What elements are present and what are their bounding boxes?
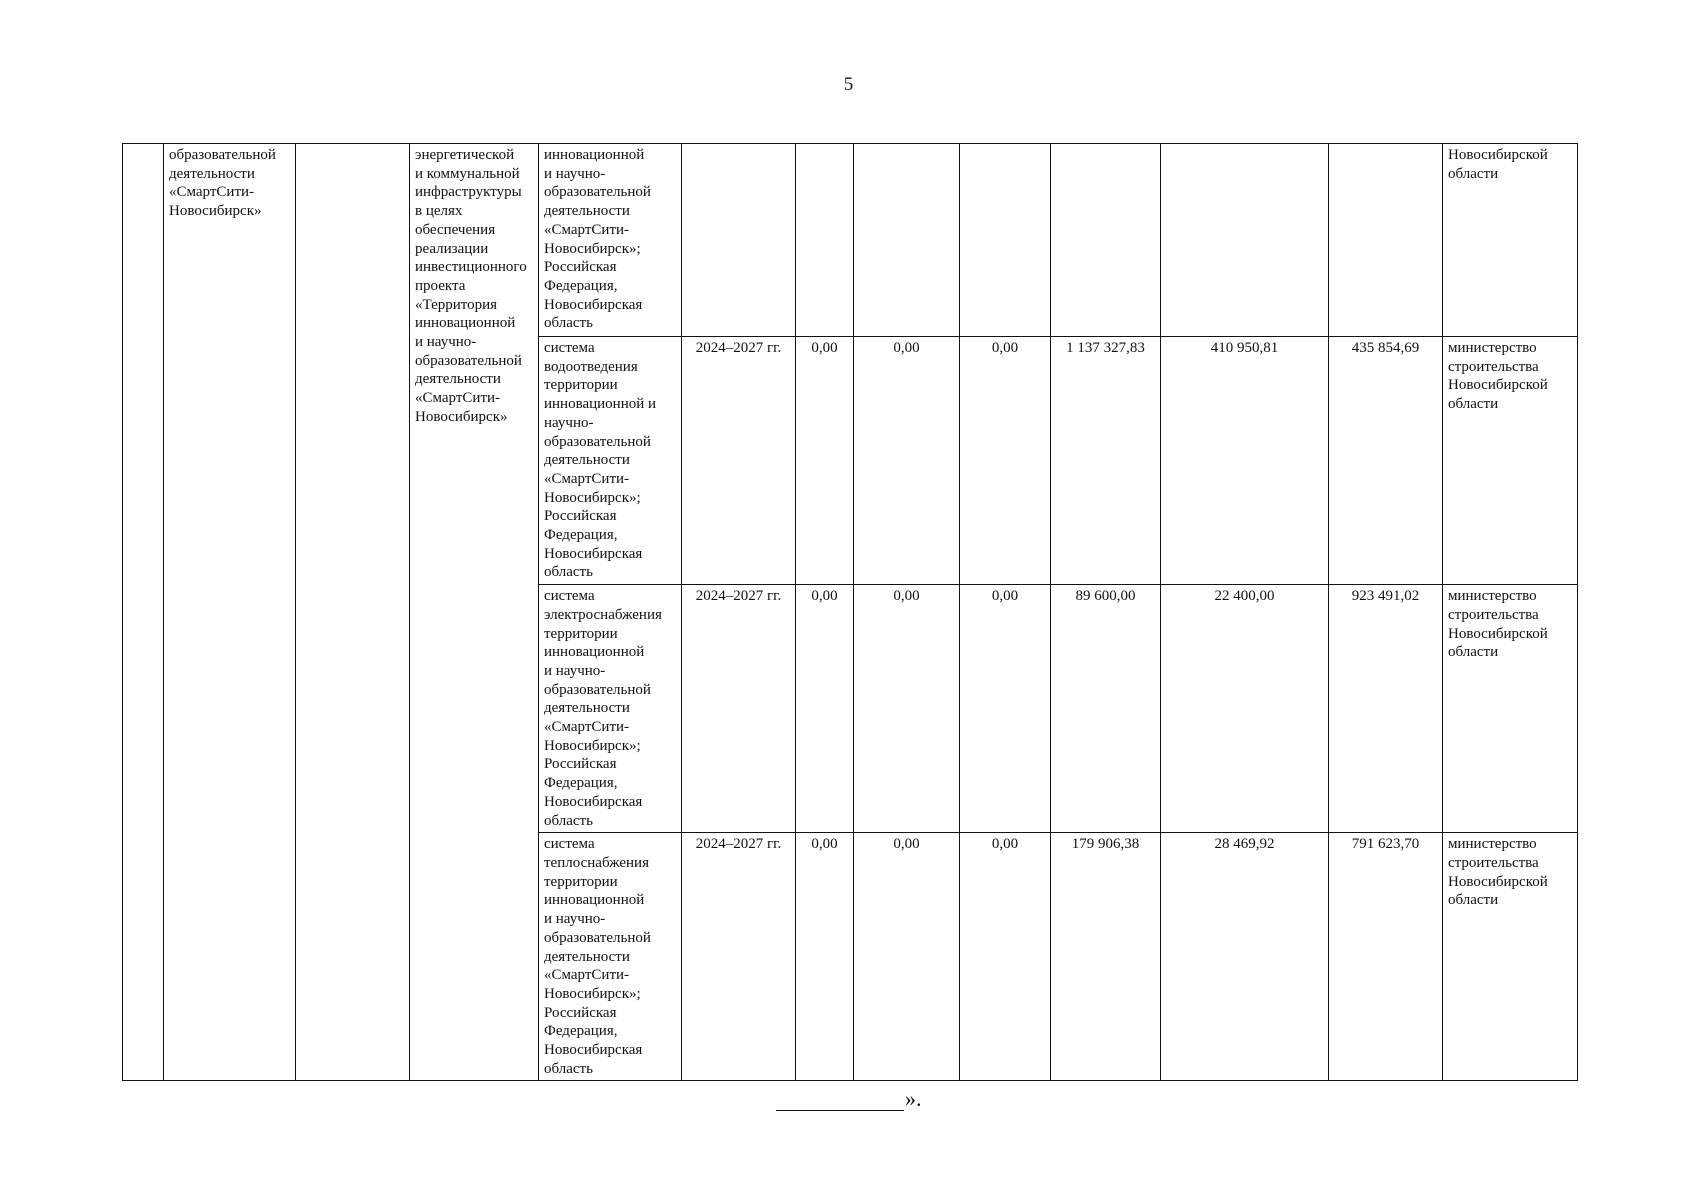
cell-value-3 <box>960 144 1051 337</box>
cell-value-1: 0,00 <box>796 585 854 833</box>
cell-value-5 <box>1161 144 1329 337</box>
cell-value-1: 0,00 <box>796 337 854 585</box>
cell-executor: министерство строительства Новосибирской области <box>1443 585 1578 833</box>
cell-value-2 <box>854 144 960 337</box>
cell-value-2: 0,00 <box>854 585 960 833</box>
cell-empty <box>296 144 410 1081</box>
cell-value-4: 89 600,00 <box>1051 585 1161 833</box>
cell-period: 2024–2027 гг. <box>682 337 796 585</box>
cell-event-name: образовательной деятельности «СмартСити- Новосибирск» <box>164 144 296 1081</box>
cell-object: система теплоснабжения территории инновационной и научно- образовательной деятельности «СмартСити- Новосибирск»; Российская Федерация, Новосибирская область <box>539 833 682 1081</box>
cell-value-1: 0,00 <box>796 833 854 1081</box>
cell-value-6 <box>1329 144 1443 337</box>
cell-value-5: 28 469,92 <box>1161 833 1329 1081</box>
program-table <box>122 143 1578 1081</box>
table-row <box>123 144 1578 337</box>
cell-value-3: 0,00 <box>960 833 1051 1081</box>
cell-object: система водоотведения территории инновационной и научно- образовательной деятельности «СмартСити- Новосибирск»; Российская Федерация, Новосибирская область <box>539 337 682 585</box>
cell-index <box>123 144 164 1081</box>
cell-value-4 <box>1051 144 1161 337</box>
cell-value-4: 179 906,38 <box>1051 833 1161 1081</box>
cell-period: 2024–2027 гг. <box>682 585 796 833</box>
cell-object: инновационной и научно- образовательной деятельности «СмартСити- Новосибирск»; Российская Федерация, Новосибирская область <box>539 144 682 337</box>
closing-underline <box>776 1110 904 1111</box>
cell-object: система электроснабжения территории инновационной и научно- образовательной деятельности «СмартСити- Новосибирск»; Российская Федерация, Новосибирская область <box>539 585 682 833</box>
cell-value-6: 435 854,69 <box>1329 337 1443 585</box>
cell-value-3: 0,00 <box>960 337 1051 585</box>
cell-executor: Новосибирской области <box>1443 144 1578 337</box>
cell-executor: министерство строительства Новосибирской области <box>1443 833 1578 1081</box>
page-number: 5 <box>843 74 854 95</box>
cell-value-2: 0,00 <box>854 337 960 585</box>
closing-quote: ». <box>905 1086 922 1111</box>
cell-value-4: 1 137 327,83 <box>1051 337 1161 585</box>
cell-value-5: 410 950,81 <box>1161 337 1329 585</box>
cell-period: 2024–2027 гг. <box>682 833 796 1081</box>
cell-period <box>682 144 796 337</box>
cell-value-2: 0,00 <box>854 833 960 1081</box>
cell-value-3: 0,00 <box>960 585 1051 833</box>
cell-value-1 <box>796 144 854 337</box>
cell-executor: министерство строительства Новосибирской области <box>1443 337 1578 585</box>
cell-value-5: 22 400,00 <box>1161 585 1329 833</box>
cell-value-6: 791 623,70 <box>1329 833 1443 1081</box>
cell-event-purpose: энергетической и коммунальной инфраструктуры в целях обеспечения реализации инвестиционного проекта «Территория инновационной и научно- образовательной деятельности «СмартСити- Новосибирск» <box>410 144 539 1081</box>
cell-value-6: 923 491,02 <box>1329 585 1443 833</box>
